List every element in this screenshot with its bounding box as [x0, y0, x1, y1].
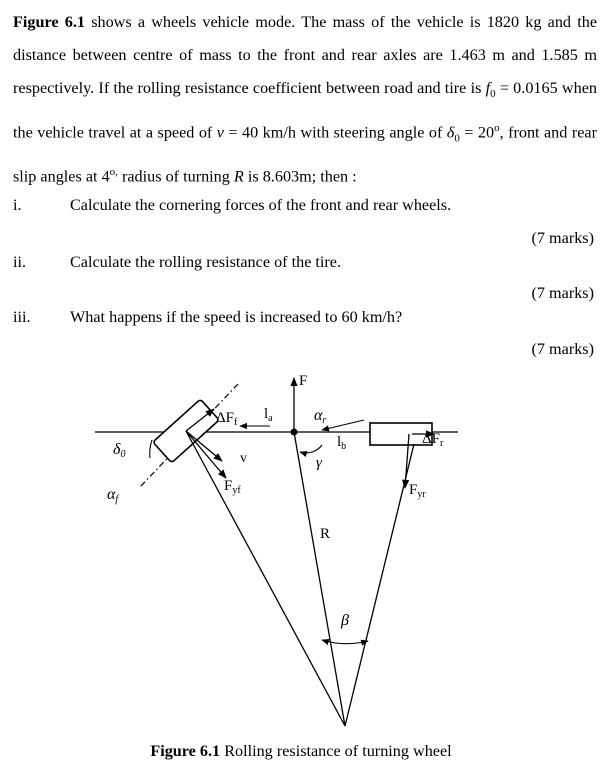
label-F: F	[299, 373, 308, 389]
beta-arc	[322, 640, 368, 644]
question-paragraph	[13, 6, 597, 193]
figure-caption	[0, 742, 602, 761]
part-ii-text: Calculate the rolling resistance of the tire.	[70, 253, 342, 271]
v-value: = 40 km/h with steering angle of	[223, 123, 447, 142]
r-symbol: R	[233, 167, 244, 186]
end-text: is 8.603m; then :	[243, 167, 357, 186]
label-la: $l_a$	[264, 406, 273, 424]
part-i-number: i.	[13, 196, 22, 214]
label-v: v	[240, 451, 247, 466]
label-delta0: δ0	[113, 441, 126, 460]
part-ii-marks: (7 marks)	[531, 284, 594, 302]
intro-text: shows a wheels vehicle mode. The mass of the vehicle is 1820 kg and the distance between centre of mass to the front and rear axles are 1.463 m and 1.585 m respectively. If the rolling resistance coefficient between road and tire is	[13, 13, 597, 98]
part-ii-number: ii.	[13, 253, 27, 271]
caption-text: Rolling resistance of turning wheel	[220, 742, 452, 760]
velocity-arrow	[186, 431, 226, 478]
part-i-text: Calculate the cornering forces of the front and rear wheels.	[70, 196, 452, 214]
delta-sub: 0	[454, 132, 460, 145]
rear-radius-line	[345, 444, 414, 726]
label-Fyf: $F_{yf}$	[224, 478, 241, 496]
turning-wheel-diagram	[85, 365, 525, 737]
label-R: R	[320, 526, 331, 542]
label-alpha-r: αr	[314, 407, 327, 426]
delta-value: = 20	[459, 123, 495, 142]
figure-ref: Figure 6.1	[13, 13, 85, 31]
degree-sup-2: o,	[109, 165, 118, 178]
f0-value: = 0.0165 when the vehicle travel at a speed of	[13, 79, 597, 142]
front-radius-line	[186, 431, 345, 726]
part-iii-number: iii.	[13, 308, 31, 326]
label-delta-Ff: $\Delta F_f$	[216, 410, 238, 428]
f0-sub: 0	[490, 88, 496, 101]
label-alpha-f: αf	[107, 486, 119, 505]
label-beta: β	[341, 612, 349, 629]
label-Fyr: $F_{yr}$	[409, 482, 426, 500]
label-lb: $l_b$	[337, 434, 347, 452]
rear-slip-arrow	[322, 420, 364, 430]
cg-radius-line	[294, 432, 345, 726]
part-iii-marks: (7 marks)	[531, 340, 594, 358]
v-symbol: v	[216, 123, 224, 142]
label-gamma: γ	[316, 455, 322, 471]
part-iii-text: What happens if the speed is increased to 60 km/h?	[70, 308, 403, 326]
gamma-arc	[300, 445, 322, 453]
after-delta-text: , front and rear slip angles at 4	[13, 123, 597, 186]
f0-symbol: f	[485, 79, 491, 98]
label-delta-Fr: $\Delta F_r$	[422, 431, 444, 449]
part-i-marks: (7 marks)	[531, 229, 594, 247]
degree-sup: o	[494, 121, 500, 134]
after-slip-text: radius of turning	[117, 167, 234, 186]
delta0-arc	[150, 440, 152, 458]
caption-label: Figure 6.1	[150, 742, 221, 760]
delta-symbol: δ	[446, 123, 455, 142]
